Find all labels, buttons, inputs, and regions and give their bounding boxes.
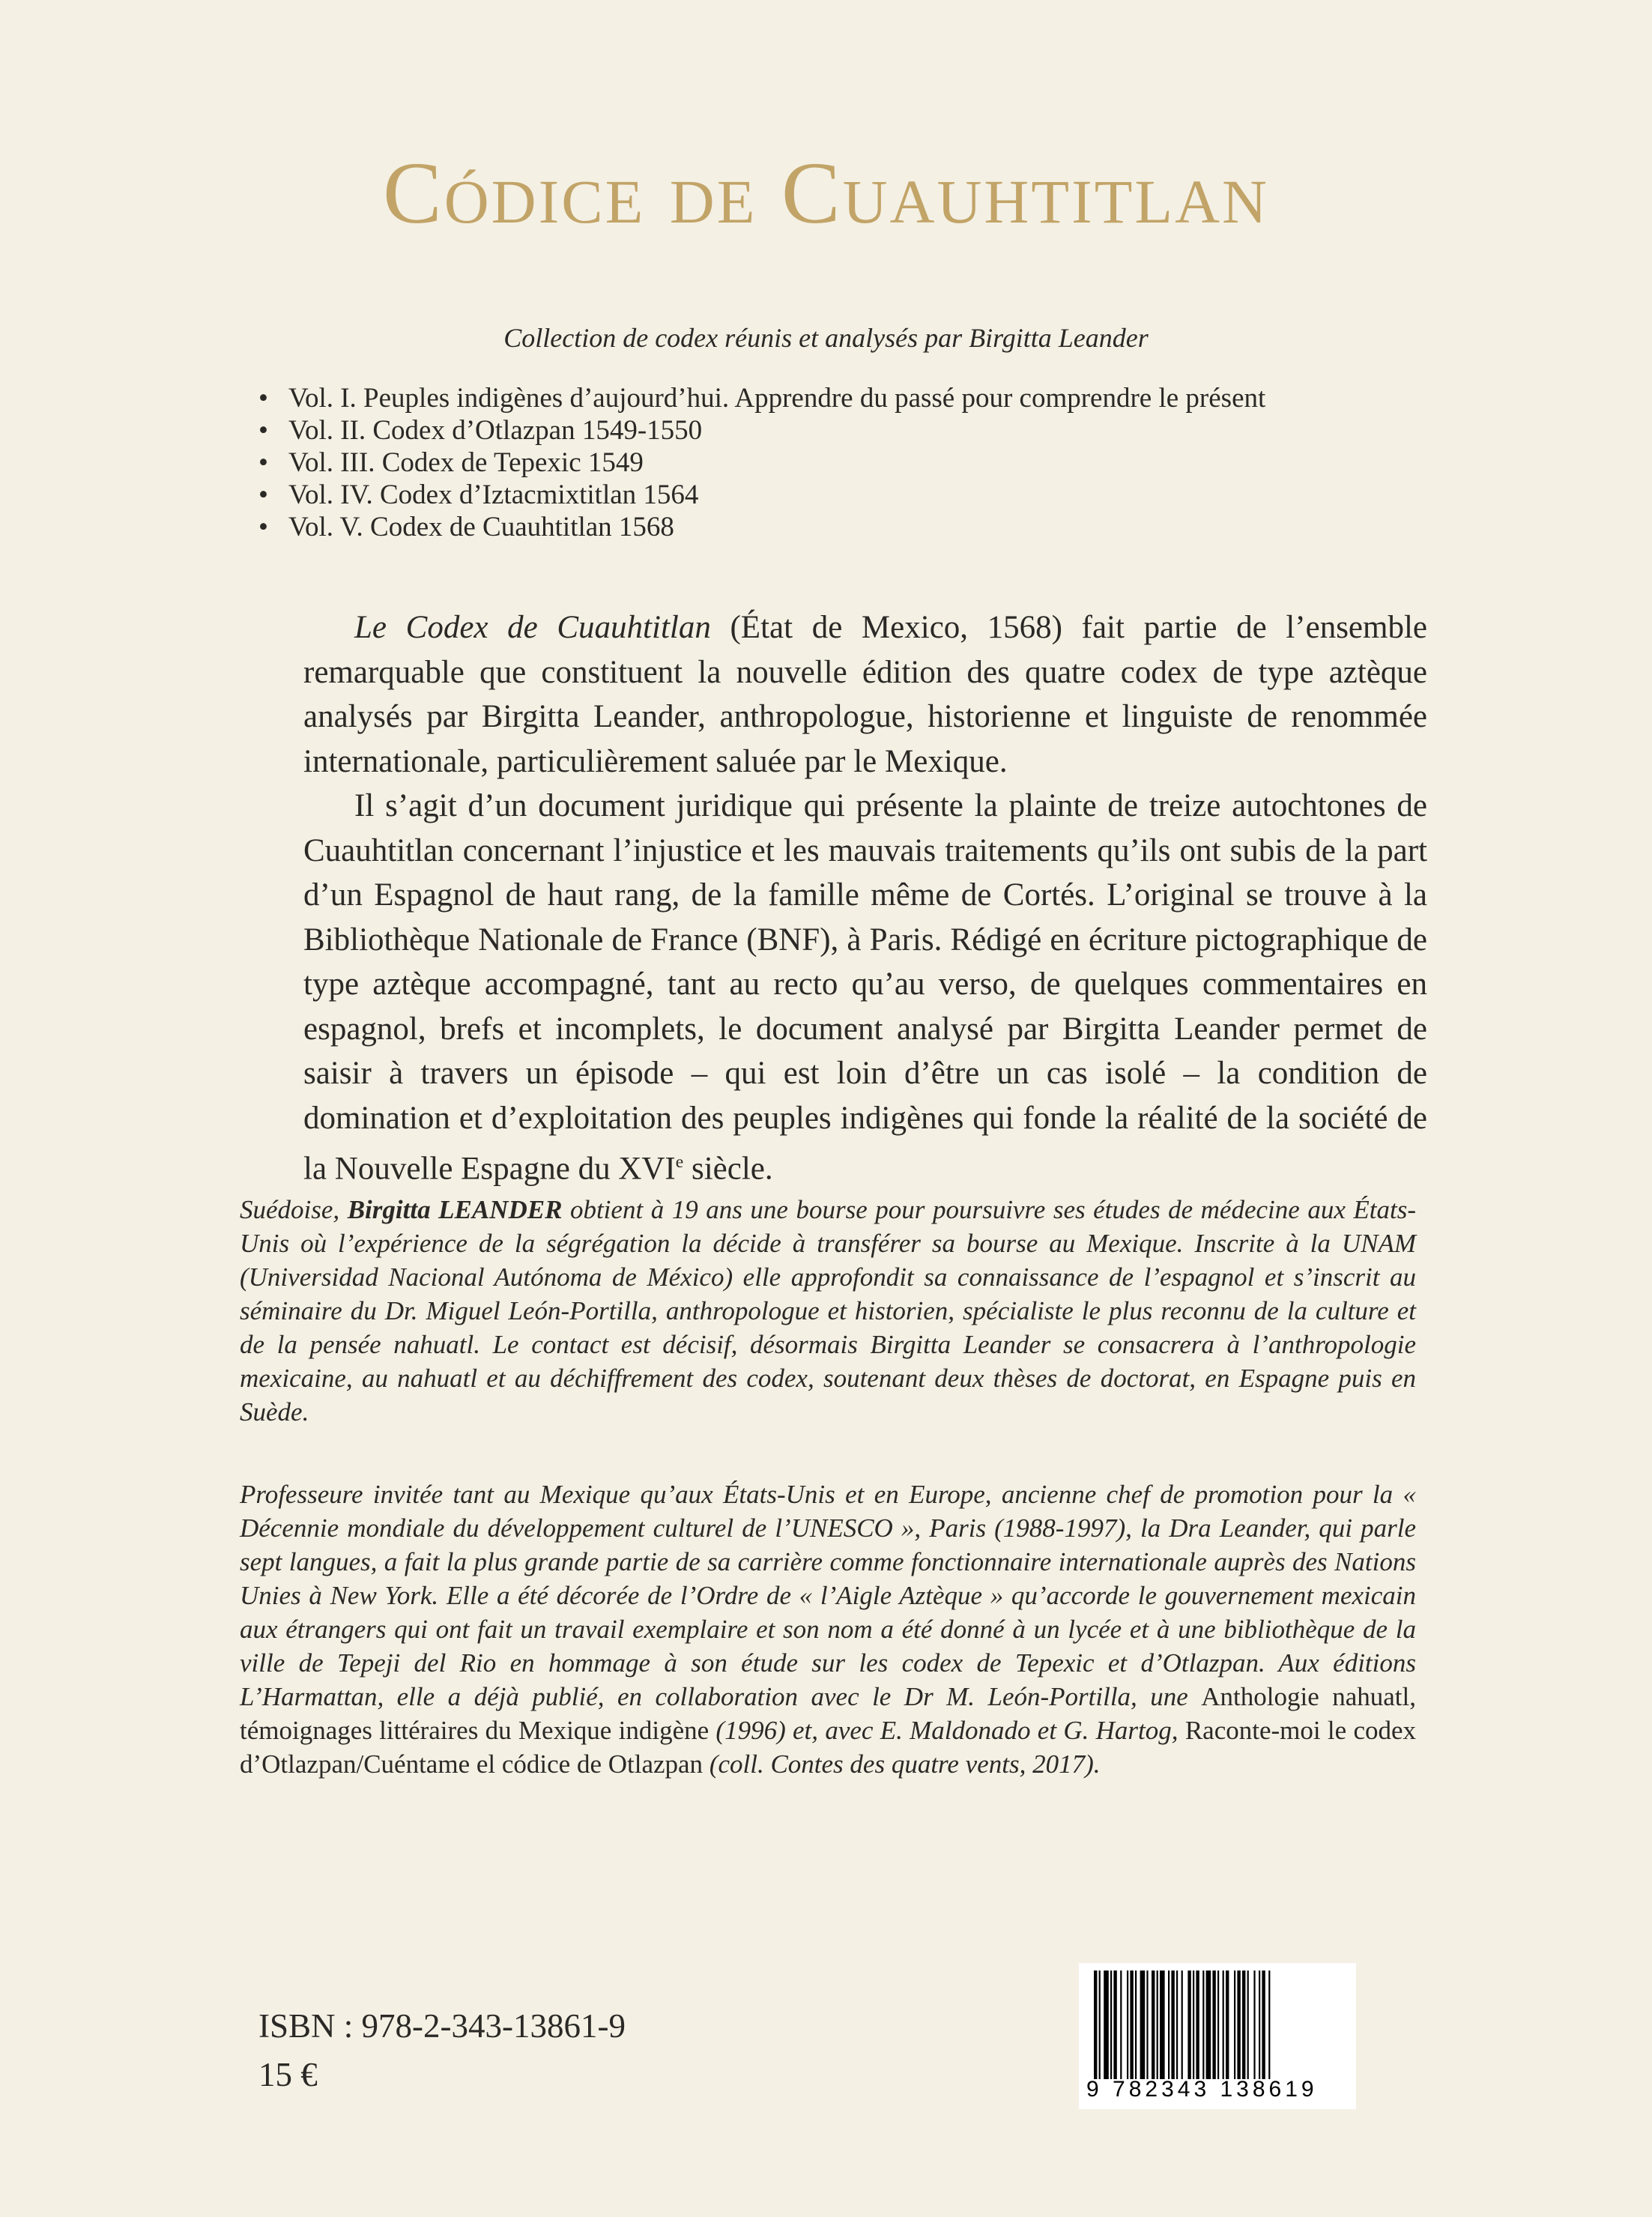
author-bio-paragraph-2	[240, 1478, 1416, 1781]
price-label: 15 €	[258, 2056, 318, 2093]
bio-lead: Suédoise,	[240, 1195, 348, 1224]
century-superscript: e	[675, 1152, 684, 1172]
bio2-text-3: (coll. Contes des quatre vents, 2017).	[703, 1749, 1101, 1779]
volume-item: • Vol. IV. Codex d’Iztacmixtitlan 1564	[258, 479, 1495, 511]
barcode	[1079, 1963, 1356, 2109]
volume-item: • Vol. II. Codex d’Otlazpan 1549-1550	[258, 414, 1495, 447]
author-name: Birgitta LEANDER	[347, 1195, 563, 1224]
summary-paragraph-1	[303, 605, 1427, 784]
summary-p1-text: (État de Mexico, 1568) fait partie de l’ensemble remarquable que constituent la nouvelle édition des quatre codex de type aztèque analysés par Birgitta Leander, anthropologue, historienne et linguiste de renommée internationale, particulièrement saluée par le Mexique.	[303, 610, 1427, 779]
book-title: Códice de Cuauhtitlan	[382, 144, 1269, 242]
collection-note: Collection de codex réunis et analysés par Birgitta Leander	[503, 323, 1149, 353]
author-bio-paragraph-1	[240, 1193, 1416, 1429]
summary-p2-end: siècle.	[683, 1151, 773, 1187]
bio2-text-2: (1996) et, avec E. Maldonado et G. Hartog,	[709, 1716, 1185, 1745]
isbn-label: ISBN : 978-2-343-13861-9	[258, 2007, 626, 2045]
volume-item: • Vol. III. Codex de Tepexic 1549	[258, 447, 1495, 479]
book-title-raconte-moi: Raconte-moi le codex d’Otlazpan/Cuéntame el códice de Otlazpan	[240, 1716, 1417, 1779]
codex-title-italic: Le Codex de Cuauhtitlan	[354, 610, 711, 645]
book-title-anthologie: Anthologie nahuatl, témoignages littéraires du Mexique indigène	[240, 1682, 1416, 1745]
volume-list	[258, 382, 1495, 543]
summary-paragraph-2	[303, 784, 1427, 1191]
summary-text	[303, 605, 1427, 1191]
bio-text: obtient à 19 ans une bourse pour poursuivre ses études de médecine aux États-Unis où l’expérience de la ségrégation la décide à transférer sa bourse au Mexique. Inscrite à la UNAM (Universidad Nacional Autónoma de México) elle approfondit sa connaissance de l’espagnol et s’inscrit au séminaire du Dr. Miguel León-Portilla, anthropologue et historien, spécialiste le plus reconnu de la culture et de la pensée nahuatl. Le contact est décisif, désormais Birgitta Leander se consacrera à l’anthropologie mexicaine, au nahuatl et au déchiffrement des codex, soutenant deux thèses de doctorat, en Espagne puis en Suède.	[240, 1195, 1417, 1427]
summary-p2-text: Il s’agit d’un document juridique qui présente la plainte de treize autochtones de Cuauhtitlan concernant l’injustice et les mauvais traitements qu’ils ont subis de la part d’un Espagnol de haut rang, de la famille même de Cortés. L’original se trouve à la Bibliothèque Nationale de France (BNF), à Paris. Rédigé en écriture pictographique de type aztèque accompagné, tant au recto qu’au verso, de quelques commentaires en espagnol, brefs et incomplets, le document analysé par Birgitta Leander permet de saisir à travers un épisode – qui est loin d’être un cas isolé – la condition de domination et d’exploitation des peuples indigènes qui fonde la réalité de la société de la Nouvelle Espagne du XVI	[303, 788, 1427, 1187]
bio2-text-1: Professeure invitée tant au Mexique qu’aux États-Unis et en Europe, ancienne chef de promotion pour la « Décennie mondiale du développement culturel de l’UNESCO », Paris (1988-1997), la Dra Leander, qui parle sept langues, a fait la plus grande partie de sa carrière comme fonctionnaire internationale auprès des Nations Unies à New York. Elle a été décorée de l’Ordre de « l’Aigle Aztèque » qu’accorde le gouvernement mexicain aux étrangers qui ont fait un travail exemplaire et son nom a été donné à un lycée et à une bibliothèque de la ville de Tepeji del Rio en hommage à son étude sur les codex de Tepexic et d’Otlazpan. Aux éditions L’Harmattan, elle a déjà publié, en collaboration avec le Dr M. León-Portilla, une	[240, 1480, 1416, 1711]
barcode-bars-icon	[1094, 1971, 1341, 2079]
volume-item: • Vol. V. Codex de Cuauhtitlan 1568	[258, 511, 1495, 543]
volume-item: • Vol. I. Peuples indigènes d’aujourd’hui. Apprendre du passé pour comprendre le présent	[258, 382, 1495, 414]
barcode-digits: 9 782343 138619	[1086, 2077, 1318, 2102]
